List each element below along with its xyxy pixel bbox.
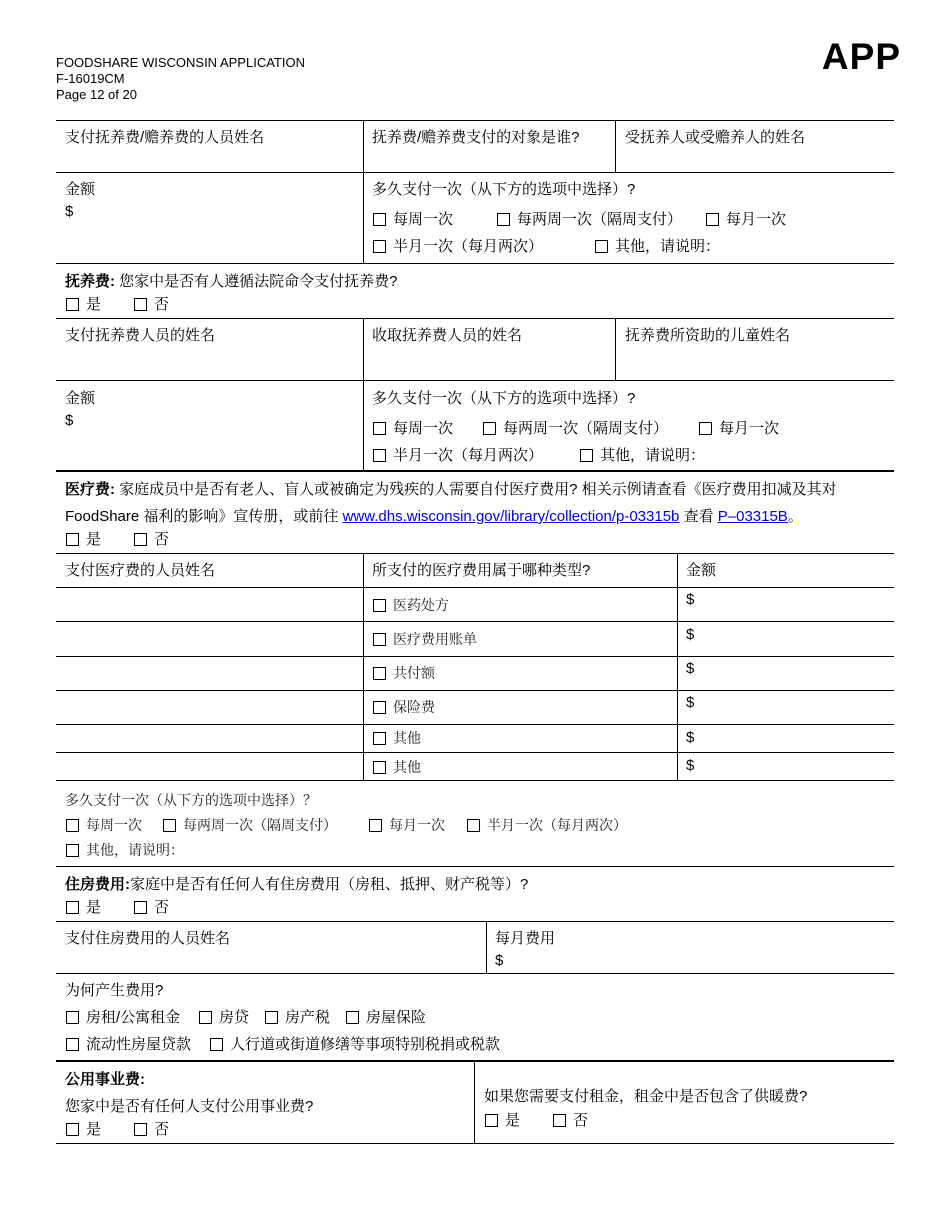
alimony-other-checkbox[interactable] bbox=[595, 240, 608, 253]
medical-type-other[interactable]: 其他 bbox=[373, 758, 421, 776]
housing-insurance-option[interactable]: 房屋保险 bbox=[346, 1009, 426, 1027]
child-support-other-option[interactable]: 其他，请说明： bbox=[580, 447, 705, 465]
medical-link-url[interactable]: www.dhs.wisconsin.gov/library/collection/p-03315b bbox=[342, 508, 680, 525]
housing-special-tax-checkbox[interactable] bbox=[210, 1038, 223, 1051]
housing-special-tax-option[interactable]: 人行道或街道修缮等事项特别税捐或税款 bbox=[210, 1036, 500, 1054]
child-support-payer-label: 支付抚养费人员的姓名 bbox=[65, 327, 216, 344]
housing-monthly-cost-label: 每月费用 bbox=[495, 930, 556, 947]
medical-amount-input[interactable]: $ bbox=[686, 729, 695, 746]
child-support-no-option[interactable]: 否 bbox=[134, 296, 169, 314]
utilities-no-option[interactable]: 否 bbox=[134, 1121, 169, 1139]
medical-type-copay[interactable]: 共付额 bbox=[373, 664, 435, 682]
medical-other-checkbox[interactable] bbox=[66, 844, 79, 857]
medical-weekly-option[interactable]: 每周一次 bbox=[66, 816, 142, 834]
medical-col-amount: 金额 bbox=[686, 562, 717, 579]
medical-question-line2: FoodShare 福利的影响》宣传册，或前往 www.dhs.wisconsin.gov/library/collection/p-03315b 查看 P–03315B。 bbox=[65, 508, 803, 525]
child-support-semimonthly-checkbox[interactable] bbox=[373, 449, 386, 462]
child-support-amount-label: 金额 bbox=[65, 390, 96, 407]
housing-rent-checkbox[interactable] bbox=[66, 1011, 79, 1024]
housing-no-checkbox[interactable] bbox=[134, 901, 147, 914]
housing-property-tax-checkbox[interactable] bbox=[265, 1011, 278, 1024]
medical-monthly-checkbox[interactable] bbox=[369, 819, 382, 832]
child-support-weekly-checkbox[interactable] bbox=[373, 422, 386, 435]
alimony-payer-name-label: 支付抚养费/赡养费的人员姓名 bbox=[65, 129, 265, 146]
child-support-receiver-label: 收取抚养费人员的姓名 bbox=[372, 327, 523, 344]
child-support-yes-checkbox[interactable] bbox=[66, 298, 79, 311]
child-support-monthly-checkbox[interactable] bbox=[699, 422, 712, 435]
housing-reason-label: 为何产生费用? bbox=[65, 982, 164, 999]
medical-col-name: 支付医疗费的人员姓名 bbox=[65, 562, 216, 579]
medical-col-type: 所支付的医疗费用属于哪种类型? bbox=[372, 562, 591, 579]
child-support-biweekly-checkbox[interactable] bbox=[483, 422, 496, 435]
housing-yes-option[interactable]: 是 bbox=[66, 899, 101, 917]
housing-monthly-cost-input[interactable]: $ bbox=[495, 952, 504, 969]
housing-payer-label: 支付住房费用的人员姓名 bbox=[65, 930, 231, 947]
alimony-biweekly-option[interactable]: 每两周一次（隔周支付） bbox=[497, 211, 682, 229]
medical-weekly-checkbox[interactable] bbox=[66, 819, 79, 832]
medical-link-publication[interactable]: P–03315B bbox=[717, 508, 788, 525]
heat-no-option[interactable]: 否 bbox=[553, 1112, 588, 1130]
medical-type-premium[interactable]: 保险费 bbox=[373, 698, 435, 716]
housing-yes-checkbox[interactable] bbox=[66, 901, 79, 914]
housing-no-option[interactable]: 否 bbox=[134, 899, 169, 917]
heat-no-checkbox[interactable] bbox=[553, 1114, 566, 1127]
medical-type-checkbox[interactable] bbox=[373, 761, 386, 774]
utilities-question: 您家中是否有任何人支付公用事业费? bbox=[65, 1098, 314, 1115]
medical-amount-input[interactable]: $ bbox=[686, 694, 695, 711]
page-number: Page 12 of 20 bbox=[56, 87, 137, 102]
medical-semimonthly-checkbox[interactable] bbox=[467, 819, 480, 832]
child-support-question: 抚养费: 您家中是否有人遵循法院命令支付抚养费? bbox=[65, 273, 398, 290]
heat-included-question: 如果您需要支付租金，租金中是否包含了供暖费? bbox=[484, 1088, 808, 1105]
alimony-amount-label: 金额 bbox=[65, 181, 96, 198]
medical-semimonthly-option[interactable]: 半月一次（每月两次） bbox=[467, 816, 627, 834]
medical-yes-option[interactable]: 是 bbox=[66, 531, 101, 549]
medical-type-bills[interactable]: 医疗费用账单 bbox=[373, 630, 477, 648]
alimony-semimonthly-checkbox[interactable] bbox=[373, 240, 386, 253]
medical-amount-input[interactable]: $ bbox=[686, 660, 695, 677]
medical-type-other[interactable]: 其他 bbox=[373, 729, 421, 747]
alimony-paid-to-label: 抚养费/赡养费支付的对象是谁? bbox=[372, 129, 580, 146]
utilities-yes-checkbox[interactable] bbox=[66, 1123, 79, 1136]
form-header bbox=[56, 55, 305, 103]
child-support-weekly-option[interactable]: 每周一次 bbox=[373, 420, 453, 438]
alimony-semimonthly-option[interactable]: 半月一次（每月两次） bbox=[373, 238, 543, 256]
alimony-biweekly-checkbox[interactable] bbox=[497, 213, 510, 226]
form-number: F-16019CM bbox=[56, 71, 125, 86]
medical-other-option[interactable]: 其他，请说明： bbox=[66, 841, 184, 859]
utilities-title: 公用事业费: bbox=[65, 1071, 145, 1088]
utilities-yes-option[interactable]: 是 bbox=[66, 1121, 101, 1139]
alimony-recipient-label: 受抚养人或受赡养人的姓名 bbox=[625, 129, 806, 146]
housing-mobile-home-option[interactable]: 流动性房屋贷款 bbox=[66, 1036, 191, 1054]
alimony-frequency-label: 多久支付一次（从下方的选项中选择）? bbox=[372, 181, 636, 198]
medical-type-checkbox[interactable] bbox=[373, 732, 386, 745]
housing-insurance-checkbox[interactable] bbox=[346, 1011, 359, 1024]
medical-biweekly-checkbox[interactable] bbox=[163, 819, 176, 832]
child-support-other-checkbox[interactable] bbox=[580, 449, 593, 462]
medical-yes-checkbox[interactable] bbox=[66, 533, 79, 546]
medical-biweekly-option[interactable]: 每两周一次（隔周支付） bbox=[163, 816, 337, 834]
housing-mortgage-option[interactable]: 房贷 bbox=[199, 1009, 249, 1027]
medical-type-checkbox[interactable] bbox=[373, 633, 386, 646]
housing-mobile-home-checkbox[interactable] bbox=[66, 1038, 79, 1051]
alimony-weekly-checkbox[interactable] bbox=[373, 213, 386, 226]
alimony-monthly-checkbox[interactable] bbox=[706, 213, 719, 226]
medical-question: 医疗费: 家庭成员中是否有老人、盲人或被确定为残疾的人需要自付医疗费用? 相关示例请查看《医疗费用扣减及其对 bbox=[65, 481, 837, 498]
medical-no-checkbox[interactable] bbox=[134, 533, 147, 546]
child-support-semimonthly-option[interactable]: 半月一次（每月两次） bbox=[373, 447, 543, 465]
medical-type-checkbox[interactable] bbox=[373, 667, 386, 680]
housing-mortgage-checkbox[interactable] bbox=[199, 1011, 212, 1024]
housing-property-tax-option[interactable]: 房产税 bbox=[265, 1009, 330, 1027]
housing-rent-option[interactable]: 房租/公寓租金 bbox=[66, 1009, 180, 1027]
utilities-no-checkbox[interactable] bbox=[134, 1123, 147, 1136]
child-support-child-label: 抚养费所资助的儿童姓名 bbox=[625, 327, 791, 344]
app-badge: APP bbox=[821, 36, 901, 77]
child-support-frequency-label: 多久支付一次（从下方的选项中选择）? bbox=[372, 390, 636, 407]
child-support-no-checkbox[interactable] bbox=[134, 298, 147, 311]
medical-no-option[interactable]: 否 bbox=[134, 531, 169, 549]
heat-yes-option[interactable]: 是 bbox=[485, 1112, 520, 1130]
medical-monthly-option[interactable]: 每月一次 bbox=[369, 816, 445, 834]
medical-amount-input[interactable]: $ bbox=[686, 591, 695, 608]
alimony-weekly-option[interactable]: 每周一次 bbox=[373, 211, 453, 229]
child-support-biweekly-option[interactable]: 每两周一次（隔周支付） bbox=[483, 420, 668, 438]
medical-frequency-label: 多久支付一次（从下方的选项中选择）？ bbox=[65, 792, 317, 808]
alimony-amount-input[interactable]: $ bbox=[65, 203, 74, 220]
child-support-amount-input[interactable]: $ bbox=[65, 412, 74, 429]
medical-type-checkbox[interactable] bbox=[373, 701, 386, 714]
alimony-monthly-option[interactable]: 每月一次 bbox=[706, 211, 786, 229]
housing-question: 住房费用:家庭中是否有任何人有住房费用（房租、抵押、财产税等）? bbox=[65, 876, 529, 893]
child-support-yes-option[interactable]: 是 bbox=[66, 296, 101, 314]
medical-amount-input[interactable]: $ bbox=[686, 757, 695, 774]
heat-yes-checkbox[interactable] bbox=[485, 1114, 498, 1127]
medical-type-checkbox[interactable] bbox=[373, 599, 386, 612]
medical-type-prescription[interactable]: 医药处方 bbox=[373, 596, 449, 614]
form-title: FOODSHARE WISCONSIN APPLICATION bbox=[56, 55, 305, 70]
medical-amount-input[interactable]: $ bbox=[686, 626, 695, 643]
child-support-monthly-option[interactable]: 每月一次 bbox=[699, 420, 779, 438]
alimony-other-option[interactable]: 其他，请说明： bbox=[595, 238, 720, 256]
